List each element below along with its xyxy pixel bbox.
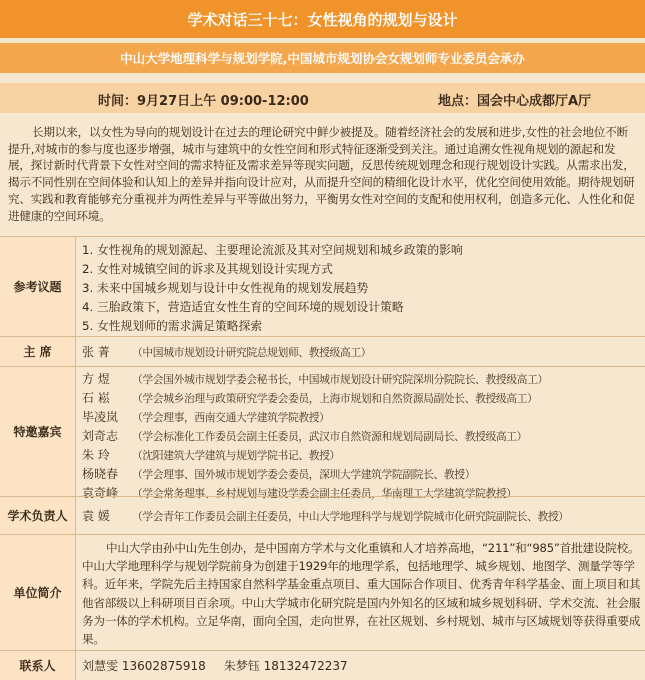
- guest-name: 刘奇志: [82, 429, 119, 443]
- guest-row: [82, 389, 641, 408]
- guests-list: [82, 367, 641, 500]
- academic-lead-row: [82, 507, 569, 524]
- contact-label: 联系人: [0, 651, 76, 680]
- guest-title: （学会理事、国外城市规划学委会委员，深圳大学建筑学院副院长、教授）: [132, 468, 476, 481]
- chair-label: 主 席: [0, 337, 76, 366]
- guests-label: 特邀嘉宾: [0, 367, 76, 496]
- academic-lead-name: 袁 媛: [82, 509, 110, 523]
- academic-lead-label: 学术负责人: [0, 497, 76, 534]
- time-text: 时间：9月27日上午 09:00-12:00: [98, 94, 309, 109]
- contact-section: [0, 650, 645, 680]
- topic-item: 2. 女性对城镇空间的诉求及其规划设计实现方式: [82, 262, 333, 276]
- guest-row: [82, 465, 641, 484]
- guest-name: 杨晓春: [82, 467, 119, 481]
- guest-name: 方 煜: [82, 372, 110, 386]
- contact-item: 刘慧雯 13602875918: [82, 659, 206, 673]
- chair-row: [82, 343, 371, 360]
- chair-section: [0, 336, 645, 366]
- guest-title: （学会标准化工作委员会副主任委员，武汉市自然资源和规划局副局长、教授级高工）: [132, 430, 528, 443]
- topics-label: 参考议题: [0, 237, 76, 336]
- guest-name: 石 崧: [82, 391, 110, 405]
- guest-row: [82, 427, 641, 446]
- guest-title: （学会理事，西南交通大学建筑学院教授）: [132, 411, 330, 424]
- guest-name: 袁奇峰: [82, 486, 119, 500]
- chair-title: （中国城市规划设计研究院总规划师、教授级高工）: [132, 346, 372, 359]
- guest-title: （学会国外城市规划学委会秘书长，中国城市规划设计研究院深圳分院院长、教授级高工）: [132, 373, 548, 386]
- host-organizers: 中山大学地理科学与规划学院,中国城市规划协会女规划师专业委员会承办: [0, 43, 645, 73]
- topic-item: 4. 三胎政策下，营造适宜女性生育的空间环境的规划设计策略: [82, 300, 404, 314]
- guest-title: （沈阳建筑大学建筑与规划学院书记、教授）: [132, 449, 340, 462]
- guest-row: [82, 446, 641, 465]
- guest-row: [82, 408, 641, 427]
- guest-title: （学会城乡治理与政策研究学委会委员，上海市规划和自然资源局副处长、教授级高工）: [132, 392, 538, 405]
- guest-name: 毕凌岚: [82, 410, 119, 424]
- topic-item: 1. 女性视角的规划源起、主要理论流派及其对空间规划和城乡政策的影响: [82, 243, 463, 257]
- guest-name: 朱 玲: [82, 448, 110, 462]
- guests-section: [0, 366, 645, 500]
- topic-item: 5. 女性规划师的需求满足策略探索: [82, 319, 263, 333]
- time-location-bar: [0, 83, 645, 113]
- academic-lead-title: （学会青年工作委员会副主任委员，中山大学地理科学与规划学院城市化研究院副院长、教授）: [132, 510, 569, 523]
- guest-row: [82, 370, 641, 389]
- unit-section: [0, 534, 645, 650]
- location-text: 地点：国会中心成都厅A厅: [438, 94, 592, 109]
- forum-title: 学术对话三十七：女性视角的规划与设计: [0, 0, 645, 38]
- unit-description: 中山大学由孙中山先生创办，是中国南方学术与文化重镇和人才培养高地，“211”和“985”首批建设院校。中山大学地理科学与规划学院前身为创建于1929年的地理学系，包括地理学、城乡规划、地图学、测量学等学科。近年来，学院先后主持国家自然科学基金重点项目、重大国际合作项目、优秀青年科学基金、面上项目和其他省部级以上科研项目百余项。中山大学城市化研究院是国内外知名的区域和城乡规划科研、学术交流、社会服务为一体的学术机构。立足华南，面向全国，走向世界，在社区规划、乡村规划、城市与区域规划等获得重要成果。: [82, 541, 641, 647]
- topic-item: 3. 未来中国城乡规划与设计中女性视角的规划发展趋势: [82, 281, 369, 295]
- contact-item: 朱梦钰 18132472237: [223, 659, 348, 673]
- topics-list: [82, 237, 641, 336]
- topics-section: [0, 236, 645, 336]
- academic-lead-section: [0, 496, 645, 534]
- intro-paragraph: 长期以来，以女性为导向的规划设计在过去的理论研究中鲜少被提及。随着经济社会的发展和进步,女性的社会地位不断提升,对城市的参与度也逐步增强，城市与建筑中的女性空间和形式特征逐渐受到关注。通过追溯女性视角规划的源起和发展，探讨新时代背景下女性对空间的需求特征及需求差异等现实问题，反思传统规划理念和现行规划设计实践。从需求出发，揭示不同性别在空间体验和认知上的差异并指向设计应对，从而提升空间的精细化设计水平，优化空间使用效能。期待规划研究、实践和教育能够充分重视并为两性差异与平等做出努力，平衡男女性对空间的支配和使用权利，创造多元化、人性化和促进健康的空间环境。: [8, 125, 635, 223]
- unit-label: 单位简介: [0, 535, 76, 650]
- guest-title: （学会常务理事、乡村规划与建设学委会副主任委员，华南理工大学建筑学院教授）: [132, 487, 517, 500]
- chair-name: 张 菁: [82, 345, 110, 359]
- contact-row: [82, 651, 641, 680]
